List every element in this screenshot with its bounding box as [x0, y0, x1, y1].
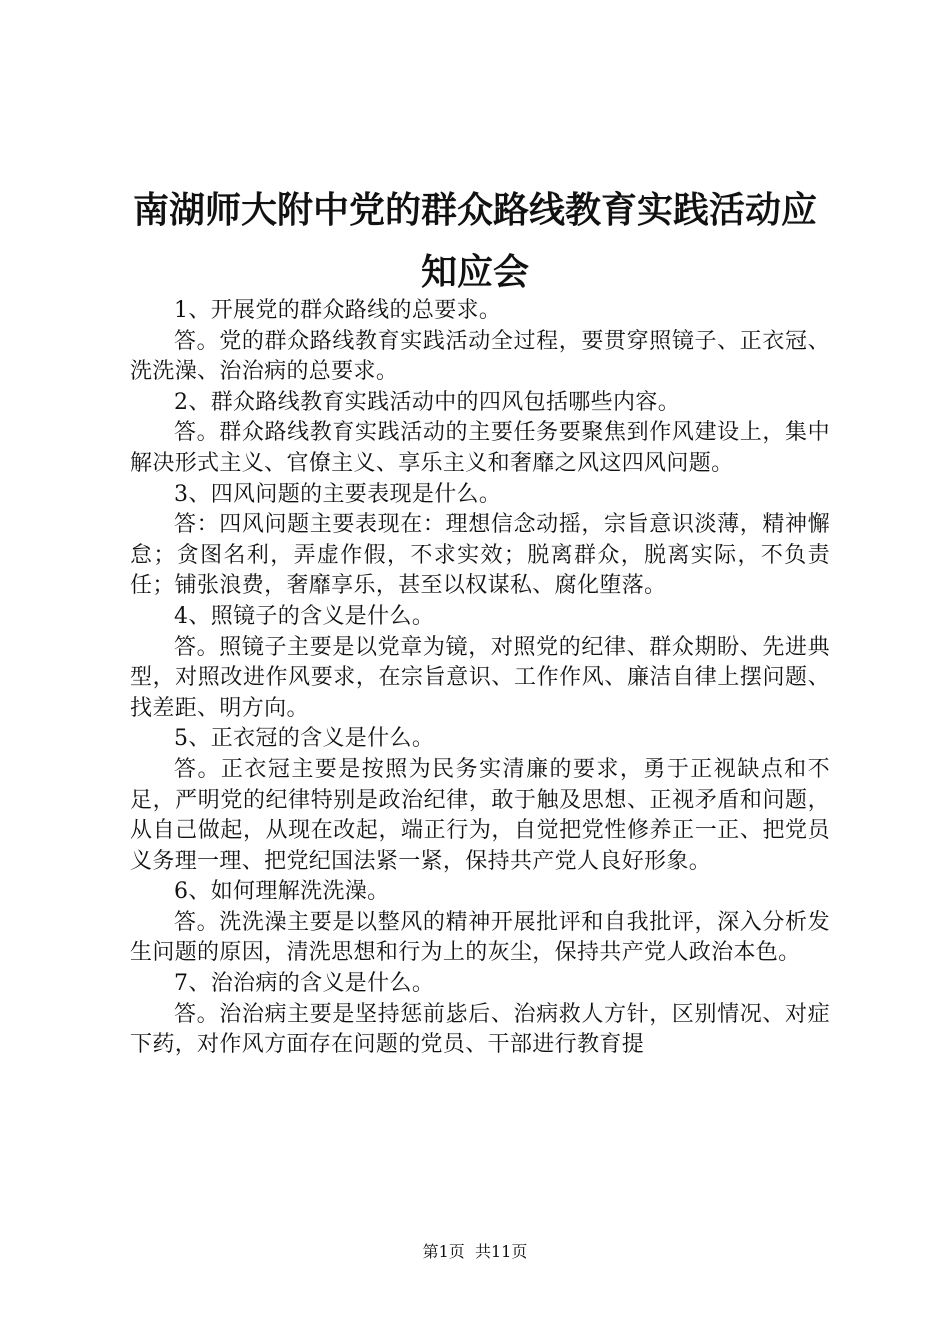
document-body: [130, 296, 830, 1061]
paragraph-answer-5: 答。正衣冠主要是按照为民务实清廉的要求，勇于正视缺点和不足，严明党的纪律特别是政治纪律，敢于触及思想、正视矛盾和问题，从自己做起，从现在改起，端正行为，自觉把党性修养正一正、把党员义务理一理、把党纪国法紧一紧，保持共产党人良好形象。: [130, 756, 830, 874]
paragraph-question-6: 6、如何理解洗洗澡。: [174, 879, 390, 905]
paragraph-question-4: 4、照镜子的含义是什么。: [174, 603, 435, 629]
paragraph-question-3: 3、四风问题的主要表现是什么。: [174, 481, 502, 507]
page-footer: [0, 1240, 950, 1264]
paragraph-answer-2: 答。群众路线教育实践活动的主要任务要聚焦到作风建设上，集中解决形式主义、官僚主义、享乐主义和奢靡之风这四风问题。: [130, 420, 830, 476]
paragraph-answer-7: 答。治治病主要是坚持惩前毖后、治病救人方针，区别情况、对症下药，对作风方面存在问题的党员、干部进行教育提: [130, 1001, 830, 1058]
paragraph-question-2: 2、群众路线教育实践活动中的四风包括哪些内容。: [174, 389, 681, 415]
paragraph-answer-4: 答。照镜子主要是以党章为镜，对照党的纪律、群众期盼、先进典型，对照改进作风要求，在宗旨意识、工作作风、廉洁自律上摆问题、找差距、明方向。: [130, 634, 830, 721]
document-title: 南湖师大附中党的群众路线教育实践活动应知应会: [132, 190, 817, 293]
paragraph-answer-3: 答：四风问题主要表现在：理想信念动摇，宗旨意识淡薄，精神懈怠；贪图名利，弄虚作假，不求实效；脱离群众，脱离实际，不负责任；铺张浪费，奢靡享乐，甚至以权谋私、腐化堕落。: [130, 512, 830, 599]
paragraph-question-7: 7、治治病的含义是什么。: [174, 971, 435, 997]
page-total: 共11页: [474, 1242, 528, 1261]
page-number: 第1页: [422, 1242, 465, 1261]
paragraph-question-5: 5、正衣冠的含义是什么。: [174, 726, 435, 752]
paragraph-question-1: 1、开展党的群众路线的总要求。: [174, 298, 502, 323]
paragraph-answer-6: 答。洗洗澡主要是以整风的精神开展批评和自我批评，深入分析发生问题的原因，清洗思想和行为上的灰尘，保持共产党人政治本色。: [130, 909, 830, 966]
paragraph-answer-1: 答。党的群众路线教育实践活动全过程，要贯穿照镜子、正衣冠、洗洗澡、治治病的总要求。: [130, 328, 830, 385]
